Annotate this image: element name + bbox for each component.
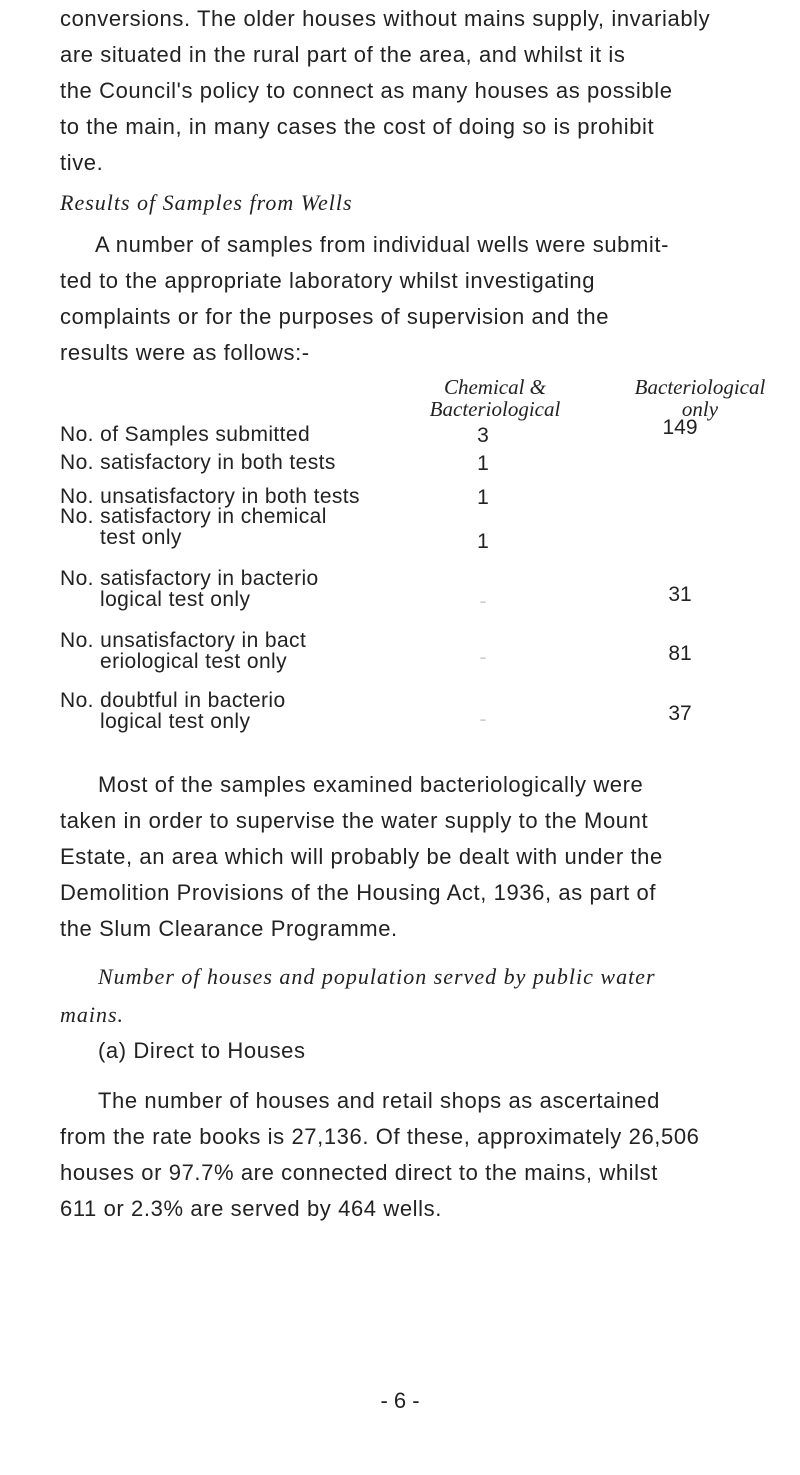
table-cell-chemical: - — [479, 646, 487, 669]
column-head-line: Bacteriological — [634, 375, 766, 399]
table-cell-chemical: 1 — [477, 452, 489, 475]
intro-line-2: are situated in the rural part of the area, and whilst it is — [60, 42, 626, 67]
mount-para-line-3: Estate, an area which will probably be dealt with under the — [60, 844, 663, 869]
mount-para-line-2: taken in order to supervise the water supply to the Mount — [60, 808, 649, 833]
column-head-bacteriological-only — [605, 376, 795, 420]
mains-para-line-2: from the rate books is 27,136. Of these, approximately 26,506 — [60, 1124, 700, 1149]
table-cell-bacteriological: 81 — [668, 642, 692, 665]
wells-para-line-2: ted to the appropriate laboratory whilst investigating — [60, 268, 596, 293]
mains-para-line-3: houses or 97.7% are connected direct to the mains, whilst — [60, 1160, 658, 1185]
mains-section-heading-cont: mains. — [60, 1002, 125, 1027]
page-number: - 6 - — [380, 1388, 420, 1413]
wells-para-line-3: complaints or for the purposes of supervision and the — [60, 304, 610, 329]
table-cell-chemical: - — [479, 708, 487, 731]
table-row-label: No. unsatisfactory in both tests — [60, 485, 360, 508]
table-cell-bacteriological: 31 — [668, 583, 692, 606]
table-cell-bacteriological: 37 — [668, 702, 692, 725]
wells-para-line-1: A number of samples from individual wells were submit- — [95, 232, 670, 257]
direct-to-houses-subheading: (a) Direct to Houses — [98, 1038, 306, 1063]
table-cell-chemical: - — [479, 590, 487, 613]
mains-section-heading: Number of houses and population served by public water — [98, 964, 656, 989]
wells-section-heading: Results of Samples from Wells — [60, 190, 353, 215]
table-cell-chemical: 3 — [477, 424, 489, 447]
column-head-chemical-bacteriological — [400, 376, 590, 420]
table-row-label: No. unsatisfactory in bact eriological test only — [60, 629, 307, 673]
intro-line-1: conversions. The older houses without mains supply, invariably — [60, 6, 711, 31]
mount-para-line-4: Demolition Provisions of the Housing Act, 1936, as part of — [60, 880, 657, 905]
table-row-label: No. satisfactory in chemical test only — [60, 505, 327, 549]
mains-para-line-1: The number of houses and retail shops as ascertained — [98, 1088, 660, 1113]
table-row-label: No. satisfactory in bacterio logical test only — [60, 567, 319, 611]
column-head-line: Bacteriological — [429, 397, 561, 421]
table-cell-chemical: 1 — [477, 530, 489, 553]
intro-line-5: tive. — [60, 150, 104, 175]
column-head-line: only — [681, 397, 719, 421]
mains-para-line-4: 611 or 2.3% are served by 464 wells. — [60, 1196, 442, 1221]
intro-line-3: the Council's policy to connect as many houses as possible — [60, 78, 673, 103]
table-cell-chemical: 1 — [477, 486, 489, 509]
mount-para-line-5: the Slum Clearance Programme. — [60, 916, 398, 941]
intro-line-4: to the main, in many cases the cost of doing so is prohibit — [60, 114, 655, 139]
wells-para-line-4: results were as follows:- — [60, 340, 310, 365]
table-row-label: No. satisfactory in both tests — [60, 451, 336, 474]
table-row-label: No. doubtful in bacterio logical test only — [60, 689, 286, 733]
mount-para-line-1: Most of the samples examined bacteriologically were — [98, 772, 644, 797]
table-cell-bacteriological: 149 — [662, 416, 698, 439]
table-row-label: No. of Samples submitted — [60, 423, 311, 446]
column-head-line: Chemical & — [443, 375, 547, 399]
